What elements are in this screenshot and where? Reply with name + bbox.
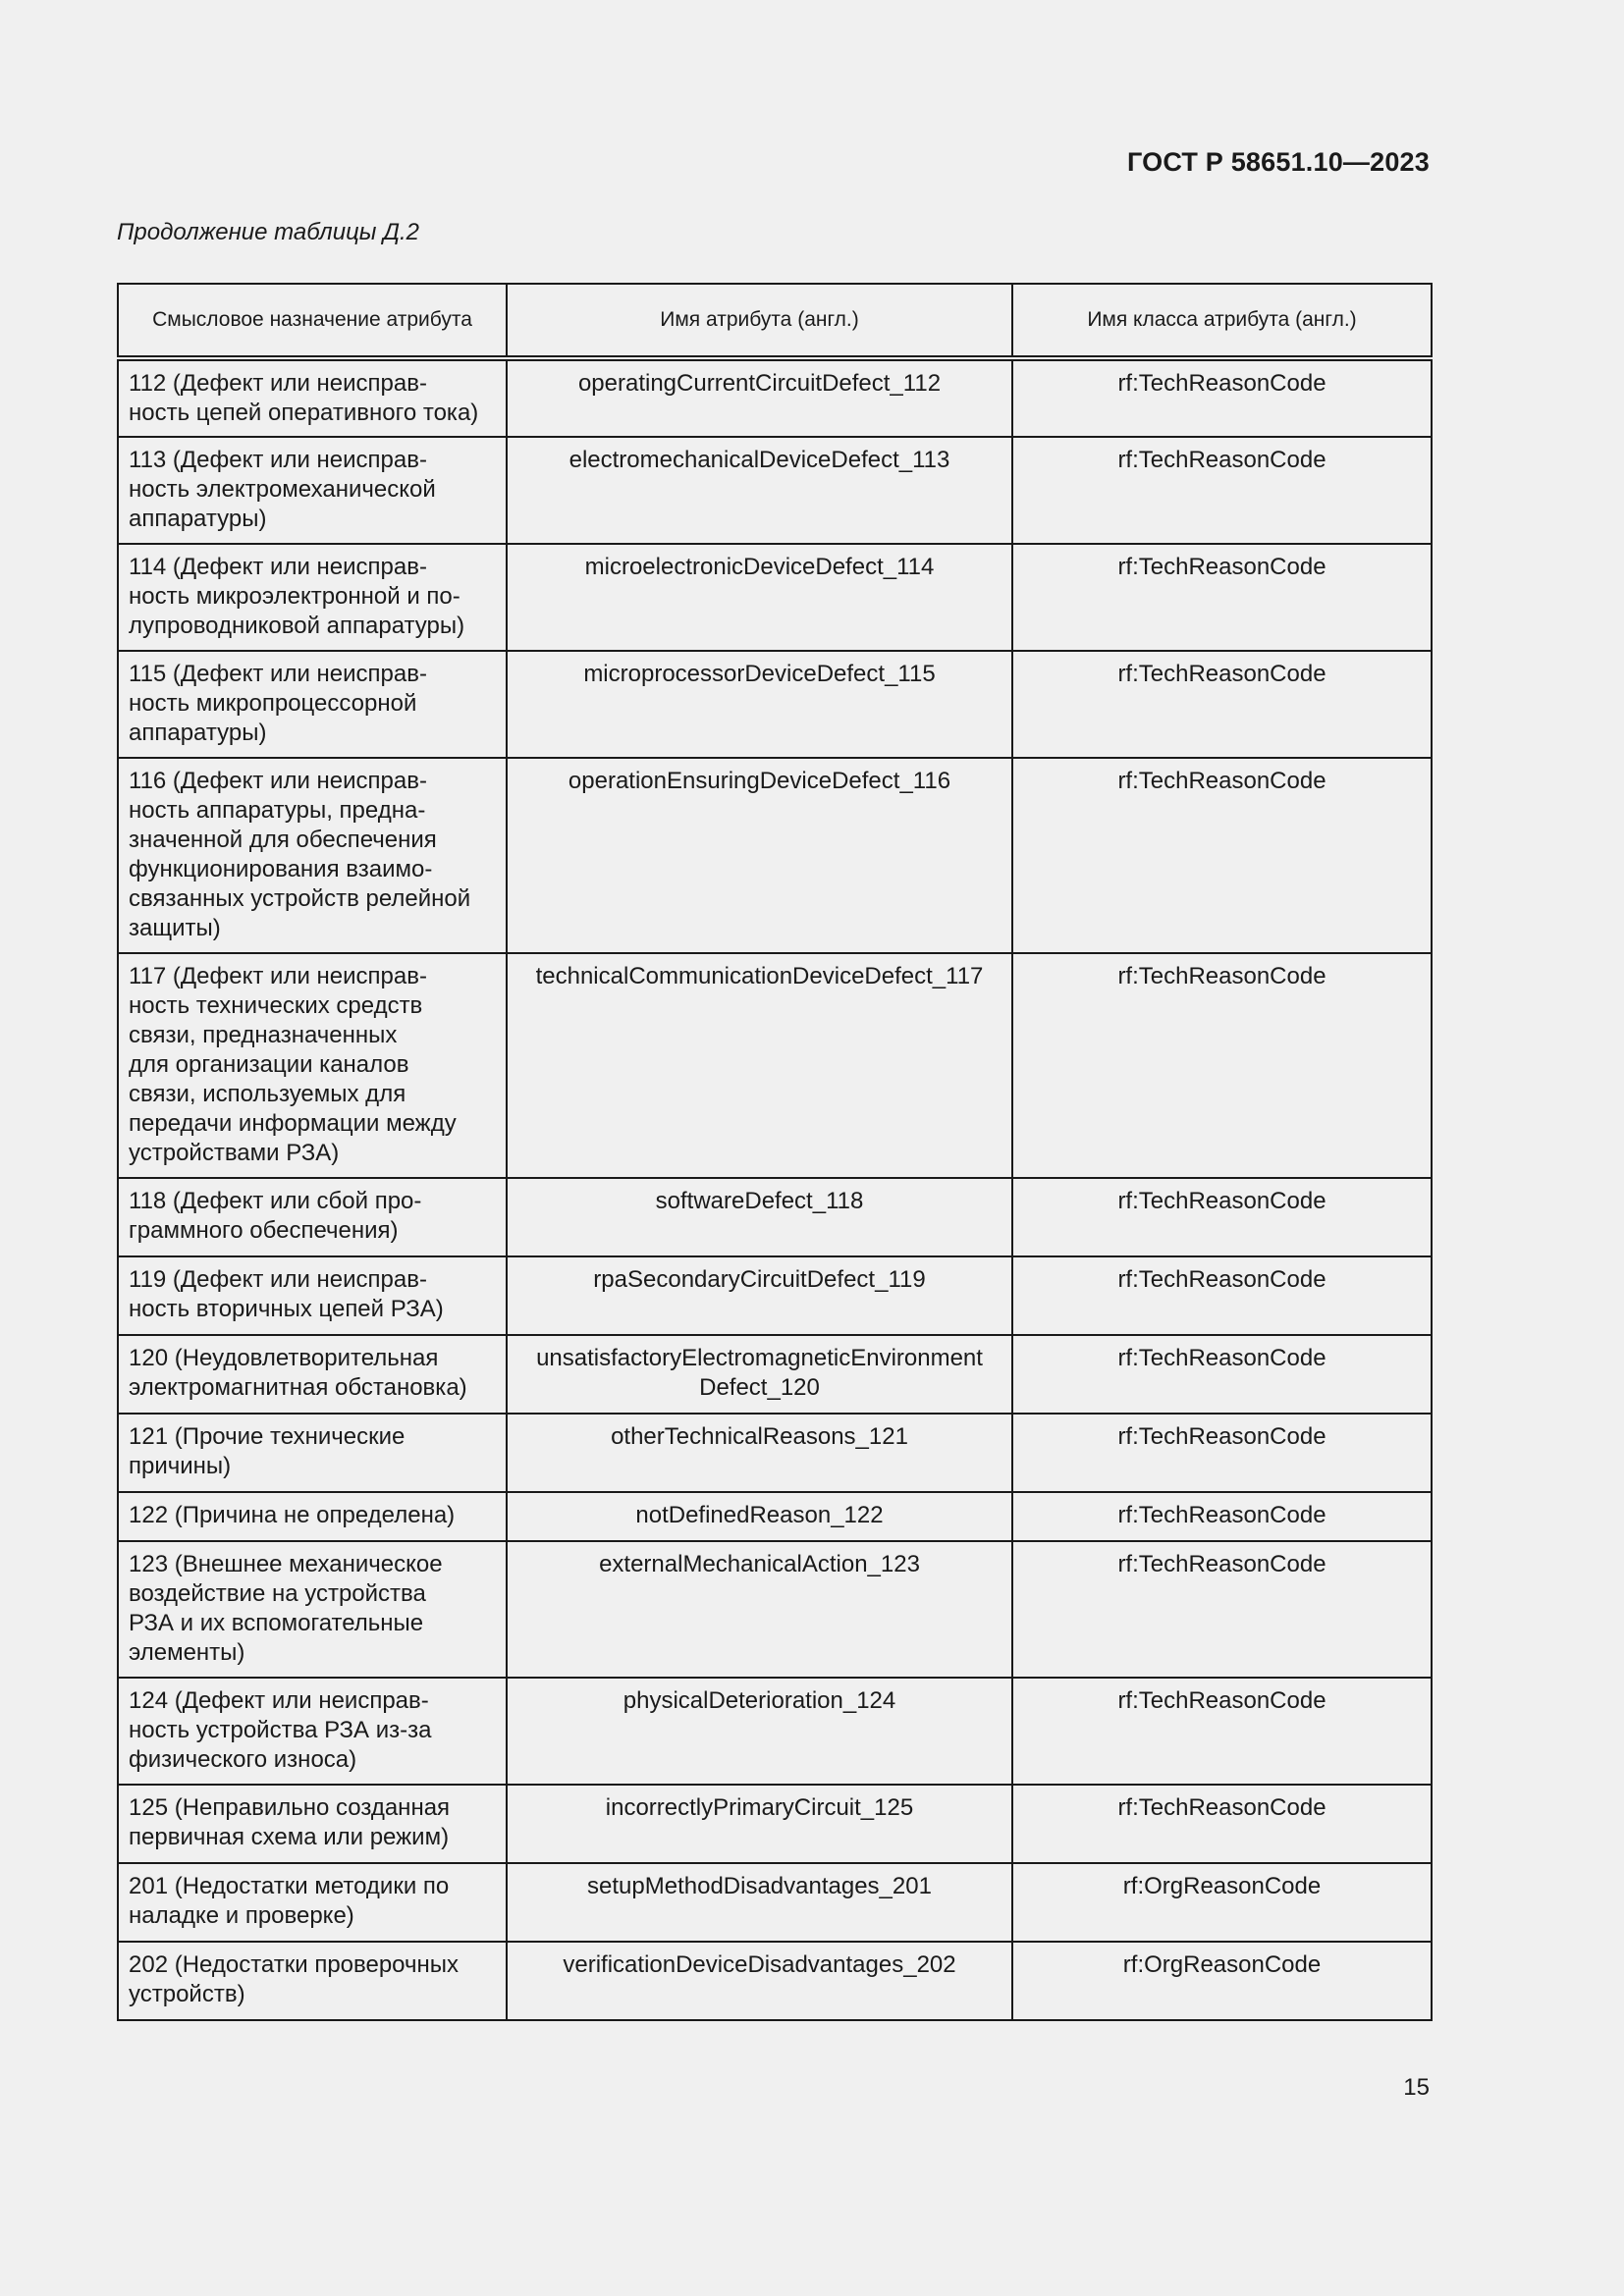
cell-attribute-name [507,953,1012,1178]
cell-attribute-class [1012,1678,1432,1785]
cell-attribute-purpose-text: 123 (Внешнее механическое воздействие на устройства РЗА и их вспомогательные элементы) [129,1551,443,1666]
cell-attribute-name-text: electromechanicalDeviceDefect_113 [568,447,950,473]
cell-attribute-purpose [118,1541,507,1678]
cell-attribute-purpose [118,1414,507,1492]
cell-attribute-class-text: rf:TechReasonCode [1117,1266,1326,1293]
cell-attribute-purpose [118,1863,507,1942]
cell-attribute-name [507,1256,1012,1335]
cell-attribute-purpose-text: 116 (Дефект или неисправ- ность аппаратуры, предна- значенной для обеспечения функционирования взаимо- связанных устройств релейной защиты) [129,768,471,941]
cell-attribute-name [507,1541,1012,1678]
cell-attribute-purpose [118,544,507,651]
table-caption: Продолжение таблицы Д.2 [117,219,420,245]
table-header-row [118,284,1432,358]
table-row [118,1492,1432,1541]
cell-attribute-class-text: rf:TechReasonCode [1117,554,1326,580]
cell-attribute-class [1012,1541,1432,1678]
cell-attribute-class [1012,758,1432,953]
table-row [118,1541,1432,1678]
cell-attribute-name-text: otherTechnicalReasons_121 [611,1423,908,1450]
cell-attribute-class-text: rf:TechReasonCode [1117,1794,1326,1821]
cell-attribute-name [507,1863,1012,1942]
table-row [118,1414,1432,1492]
cell-attribute-name-text: verificationDeviceDisadvantages_202 [563,1951,956,1978]
cell-attribute-class-text: rf:TechReasonCode [1117,1345,1326,1371]
cell-attribute-name-text: setupMethodDisadvantages_201 [587,1873,932,1899]
cell-attribute-class-text: rf:TechReasonCode [1117,370,1326,397]
cell-attribute-name-text: softwareDefect_118 [655,1188,864,1214]
cell-attribute-purpose-text: 202 (Недостатки проверочных устройств) [129,1951,460,2007]
cell-attribute-purpose [118,1335,507,1414]
cell-attribute-purpose [118,1256,507,1335]
table-row [118,1942,1432,2020]
table-body [118,358,1432,2020]
cell-attribute-class-text: rf:TechReasonCode [1117,963,1326,989]
cell-attribute-class [1012,1785,1432,1863]
cell-attribute-name [507,358,1012,437]
cell-attribute-name-text: operationEnsuringDeviceDefect_116 [568,768,951,794]
cell-attribute-name [507,544,1012,651]
cell-attribute-purpose [118,1492,507,1541]
cell-attribute-purpose-text: 120 (Неудовлетворительная электромагнитная обстановка) [129,1345,467,1401]
cell-attribute-name-text: rpaSecondaryCircuitDefect_119 [593,1266,926,1293]
cell-attribute-purpose [118,437,507,544]
cell-attribute-class-text: rf:TechReasonCode [1117,1687,1326,1714]
cell-attribute-purpose-text: 112 (Дефект или неисправ- ность цепей оперативного тока) [129,370,479,426]
cell-attribute-class [1012,358,1432,437]
cell-attribute-class [1012,437,1432,544]
cell-attribute-name [507,1335,1012,1414]
table-row [118,1335,1432,1414]
cell-attribute-purpose-text: 117 (Дефект или неисправ- ность технических средств связи, предназначенных для организации каналов связи, используемых для передачи информации между устройствами РЗА) [129,963,457,1166]
cell-attribute-purpose-text: 113 (Дефект или неисправ- ность электромеханической аппаратуры) [129,447,436,532]
cell-attribute-class [1012,1414,1432,1492]
table-row [118,437,1432,544]
cell-attribute-name-text: physicalDeterioration_124 [623,1687,896,1714]
table-row [118,953,1432,1178]
table-row [118,1678,1432,1785]
cell-attribute-name-text: operatingCurrentCircuitDefect_112 [577,370,942,397]
cell-attribute-purpose [118,651,507,758]
cell-attribute-name-text: incorrectlyPrimaryCircuit_125 [605,1794,914,1821]
table-row [118,758,1432,953]
cell-attribute-class [1012,1942,1432,2020]
table-row [118,358,1432,437]
cell-attribute-purpose [118,1178,507,1256]
cell-attribute-class [1012,651,1432,758]
cell-attribute-name-text: microelectronicDeviceDefect_114 [584,554,935,580]
cell-attribute-name [507,651,1012,758]
cell-attribute-purpose-text: 119 (Дефект или неисправ- ность вторичных цепей РЗА) [129,1266,444,1322]
page-number: 15 [1403,2074,1430,2101]
cell-attribute-class-text: rf:TechReasonCode [1117,1188,1326,1214]
cell-attribute-purpose-text: 118 (Дефект или сбой про- граммного обеспечения) [129,1188,422,1244]
cell-attribute-name-text: unsatisfactoryElectromagneticEnvironment Defect_120 [536,1345,983,1401]
cell-attribute-purpose [118,1785,507,1863]
cell-attribute-purpose-text: 114 (Дефект или неисправ- ность микроэлектронной и по- лупроводниковой аппаратуры) [129,554,465,639]
cell-attribute-class-text: rf:TechReasonCode [1117,1551,1326,1577]
document-standard-number: ГОСТ Р 58651.10—2023 [1127,147,1430,177]
cell-attribute-purpose [118,953,507,1178]
cell-attribute-class [1012,953,1432,1178]
cell-attribute-class [1012,1492,1432,1541]
cell-attribute-purpose-text: 122 (Причина не определена) [129,1502,456,1528]
cell-attribute-name [507,437,1012,544]
cell-attribute-class [1012,1863,1432,1942]
cell-attribute-purpose [118,1678,507,1785]
cell-attribute-purpose-text: 201 (Недостатки методики по наладке и проверке) [129,1873,450,1929]
cell-attribute-name [507,1492,1012,1541]
cell-attribute-name [507,1942,1012,2020]
cell-attribute-name [507,1785,1012,1863]
column-header-purpose: Смысловое назначение атрибута [118,284,507,358]
cell-attribute-name-text: technicalCommunicationDeviceDefect_117 [535,963,984,989]
cell-attribute-name [507,1678,1012,1785]
cell-attribute-class-text: rf:TechReasonCode [1117,661,1326,687]
cell-attribute-purpose [118,1942,507,2020]
column-header-attribute-name: Имя атрибута (англ.) [507,284,1012,358]
cell-attribute-class-text: rf:TechReasonCode [1117,1423,1326,1450]
cell-attribute-class [1012,1256,1432,1335]
table-row [118,1256,1432,1335]
table-row [118,651,1432,758]
cell-attribute-class-text: rf:OrgReasonCode [1122,1873,1322,1899]
cell-attribute-name [507,1414,1012,1492]
attribute-table [117,283,1433,2021]
cell-attribute-class-text: rf:TechReasonCode [1117,1502,1326,1528]
cell-attribute-class [1012,1335,1432,1414]
column-header-attribute-class: Имя класса атрибута (англ.) [1012,284,1432,358]
cell-attribute-name [507,758,1012,953]
table-row [118,1178,1432,1256]
cell-attribute-class-text: rf:OrgReasonCode [1122,1951,1322,1978]
cell-attribute-class [1012,544,1432,651]
cell-attribute-name-text: notDefinedReason_122 [635,1502,884,1528]
table-row [118,1863,1432,1942]
cell-attribute-class-text: rf:TechReasonCode [1117,768,1326,794]
cell-attribute-purpose [118,758,507,953]
cell-attribute-class [1012,1178,1432,1256]
cell-attribute-purpose [118,358,507,437]
cell-attribute-class-text: rf:TechReasonCode [1117,447,1326,473]
cell-attribute-name [507,1178,1012,1256]
table-row [118,1785,1432,1863]
cell-attribute-name-text: externalMechanicalAction_123 [599,1551,920,1577]
cell-attribute-name-text: microprocessorDeviceDefect_115 [583,661,936,687]
cell-attribute-purpose-text: 115 (Дефект или неисправ- ность микропроцессорной аппаратуры) [129,661,427,746]
cell-attribute-purpose-text: 125 (Неправильно созданная первичная схема или режим) [129,1794,451,1850]
table-row [118,544,1432,651]
cell-attribute-purpose-text: 121 (Прочие технические причины) [129,1423,406,1479]
cell-attribute-purpose-text: 124 (Дефект или неисправ- ность устройства РЗА из-за физического износа) [129,1687,432,1773]
attribute-table-container [117,283,1431,2021]
